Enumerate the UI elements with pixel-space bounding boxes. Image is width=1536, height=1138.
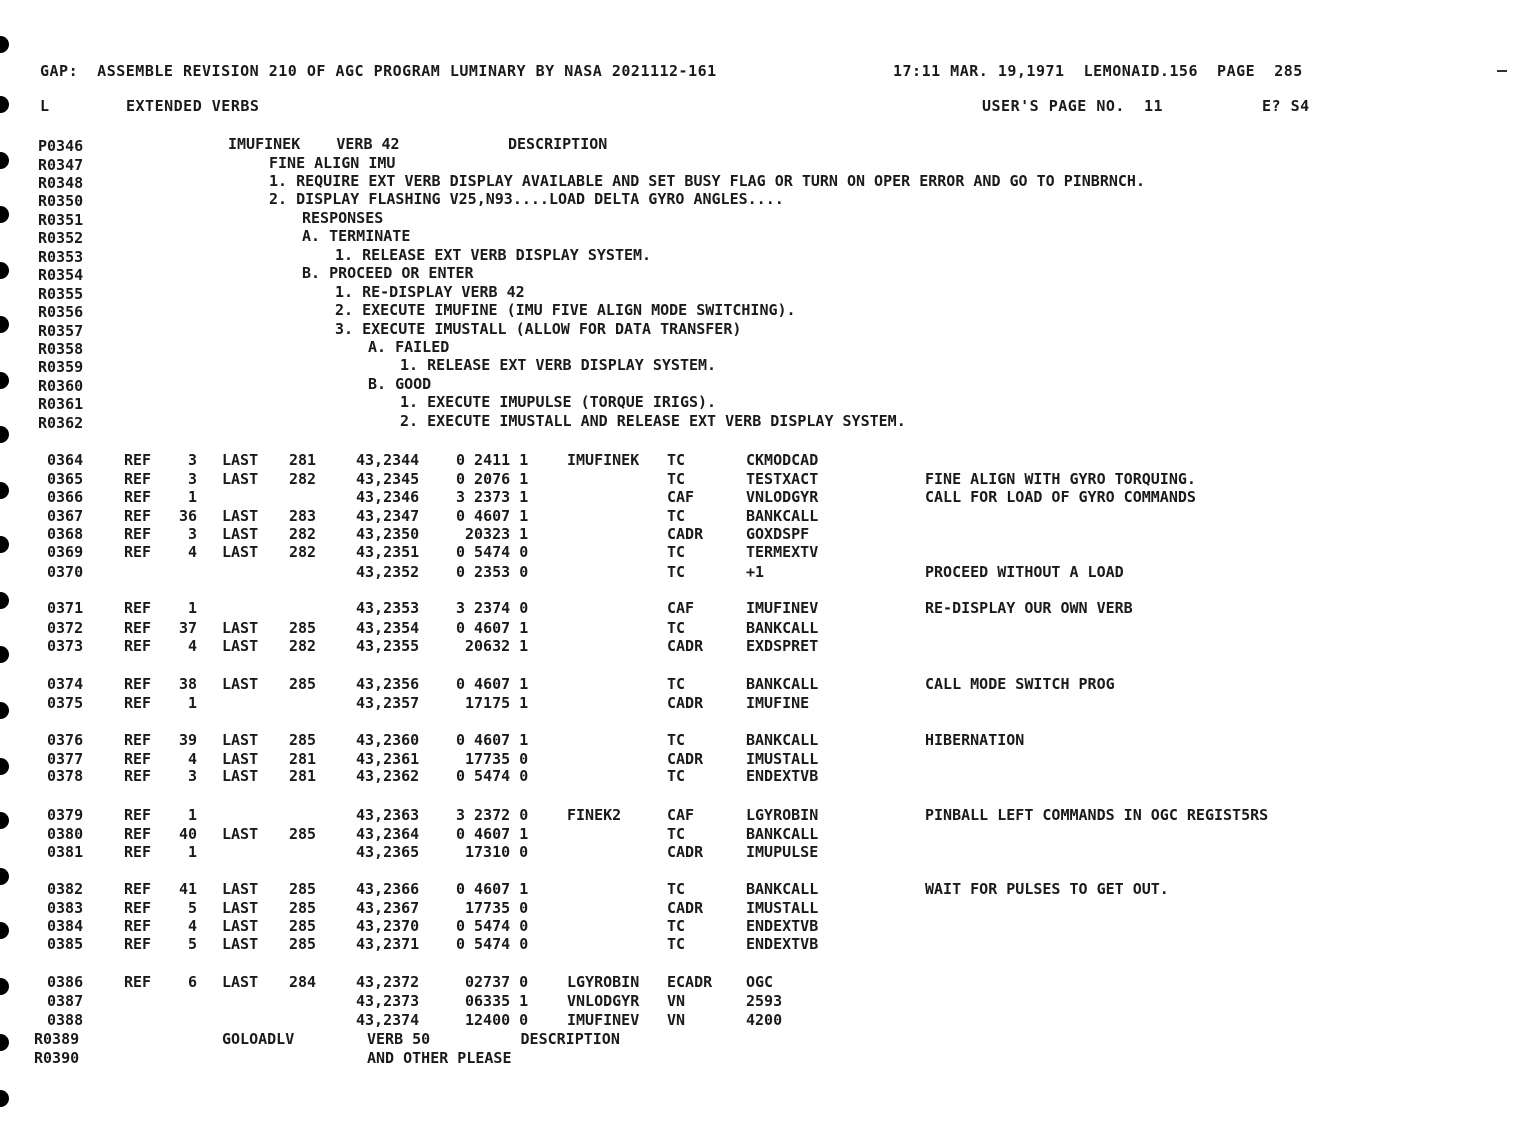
punch-hole [0,536,9,553]
remark-text: FINE ALIGN IMU [269,154,396,172]
code-operand: IMUSTALL [746,899,819,917]
code-last-page: 285 [289,917,317,935]
code-address: 43,2365 [356,843,420,861]
code-ref-keyword: REF [124,507,152,525]
code-line-number: 0365 [47,470,84,488]
remark-line-number: R0356 [38,303,84,321]
code-address: 43,2367 [356,899,420,917]
code-line-number: 0384 [47,917,84,935]
punch-hole [0,812,9,829]
code-opcode: VN [667,1011,686,1029]
code-ref-count: 1 [188,599,198,617]
code-octal-word: 0 5474 0 [456,917,529,935]
margin-mark [1497,70,1507,72]
code-octal-word: 0 4607 1 [456,880,529,898]
code-operand: EXDSPRET [746,637,819,655]
code-ref-keyword: REF [124,694,152,712]
code-line-number: 0364 [47,451,84,469]
code-line-number: 0382 [47,880,84,898]
code-last-keyword: LAST [222,507,259,525]
code-last-page: 285 [289,825,317,843]
code-operand: ENDEXTVB [746,935,819,953]
code-opcode: TC [667,880,686,898]
code-ref-count: 3 [188,525,198,543]
code-octal-word: 0 4607 1 [456,619,529,637]
remark-text: 1. EXECUTE IMUPULSE (TORQUE IRIGS). [400,393,717,411]
code-ref-count: 3 [188,451,198,469]
code-comment: WAIT FOR PULSES TO GET OUT. [925,880,1169,898]
code-opcode: CADR [667,637,704,655]
code-address: 43,2352 [356,563,420,581]
code-operand: IMUSTALL [746,750,819,768]
punch-hole [0,426,9,443]
code-ref-keyword: REF [124,806,152,824]
code-octal-word: 3 2373 1 [456,488,529,506]
code-ref-keyword: REF [124,619,152,637]
code-last-keyword: LAST [222,637,259,655]
punch-hole [0,702,9,719]
code-opcode: CADR [667,843,704,861]
code-address: 43,2363 [356,806,420,824]
code-ref-count: 38 [179,675,198,693]
code-ref-keyword: REF [124,973,152,991]
punch-hole [0,1090,9,1107]
remark-line-number: R0348 [38,174,84,192]
remark-text: B. PROCEED OR ENTER [302,264,474,282]
remark-text: 1. REQUIRE EXT VERB DISPLAY AVAILABLE AND SET BUSY FLAG OR TURN ON OPER ERROR AND GO TO PINBRNCH. [269,172,1145,190]
code-ref-count: 39 [179,731,198,749]
code-operand: IMUFINE [746,694,810,712]
code-address: 43,2362 [356,767,420,785]
code-comment: FINE ALIGN WITH GYRO TORQUING. [925,470,1196,488]
code-ref-keyword: REF [124,637,152,655]
code-opcode: TC [667,543,686,561]
code-last-keyword: LAST [222,750,259,768]
code-address: 43,2353 [356,599,420,617]
code-address: 43,2357 [356,694,420,712]
code-last-page: 281 [289,750,317,768]
code-octal-word: 20632 1 [465,637,529,655]
code-opcode: CAF [667,599,695,617]
code-line-number: 0375 [47,694,84,712]
remark-text: B. GOOD [368,375,432,393]
code-ref-keyword: REF [124,731,152,749]
code-ref-keyword: REF [124,488,152,506]
punch-hole [0,646,9,663]
code-ref-keyword: REF [124,825,152,843]
code-address: 43,2351 [356,543,420,561]
code-label: IMUFINEK [567,451,640,469]
code-ref-keyword: REF [124,451,152,469]
code-comment: HIBERNATION [925,731,1025,749]
code-octal-word: 3 2372 0 [456,806,529,824]
remark-line-number: R0352 [38,229,84,247]
code-line-number: 0366 [47,488,84,506]
code-last-page: 282 [289,637,317,655]
code-last-page: 282 [289,470,317,488]
code-address: 43,2356 [356,675,420,693]
code-octal-word: 12400 0 [465,1011,529,1029]
code-opcode: TC [667,825,686,843]
code-ref-keyword: REF [124,880,152,898]
remark-line-number: R0357 [38,322,84,340]
code-operand: IMUFINEV [746,599,819,617]
code-label: FINEK2 [567,806,622,824]
code-opcode: TC [667,470,686,488]
code-last-keyword: LAST [222,973,259,991]
code-opcode: TC [667,935,686,953]
remark-text: VERB 50 DESCRIPTION [367,1030,620,1048]
code-address: 43,2346 [356,488,420,506]
code-line-number: 0367 [47,507,84,525]
code-line-number: 0386 [47,973,84,991]
punch-hole [0,96,9,113]
punch-hole [0,372,9,389]
code-last-page: 281 [289,451,317,469]
punch-hole [0,36,9,53]
remark-text: A. TERMINATE [302,227,411,245]
punch-hole [0,978,9,995]
code-label: LGYROBIN [567,973,640,991]
remark-text: 3. EXECUTE IMUSTALL (ALLOW FOR DATA TRANSFER) [335,320,742,338]
code-last-page: 285 [289,675,317,693]
code-opcode: TC [667,507,686,525]
page-flag: E? S4 [1262,97,1310,115]
code-comment: CALL MODE SWITCH PROG [925,675,1115,693]
remark-text: IMUFINEK VERB 42 DESCRIPTION [228,135,608,153]
code-line-number: 0373 [47,637,84,655]
code-ref-keyword: REF [124,543,152,561]
section-title: EXTENDED VERBS [126,97,260,115]
code-ref-count: 4 [188,750,198,768]
remark-text: AND OTHER PLEASE [367,1049,512,1067]
users-page-number: USER'S PAGE NO. 11 [982,97,1164,115]
code-ref-count: 3 [188,767,198,785]
code-ref-keyword: REF [124,767,152,785]
code-address: 43,2374 [356,1011,420,1029]
code-ref-count: 4 [188,543,198,561]
code-operand: BANKCALL [746,825,819,843]
code-octal-word: 0 2353 0 [456,563,529,581]
code-octal-word: 0 5474 0 [456,767,529,785]
code-opcode: CADR [667,694,704,712]
punch-hole [0,922,9,939]
remark-line-number: P0346 [38,137,84,155]
code-octal-word: 17175 1 [465,694,529,712]
code-ref-count: 37 [179,619,198,637]
code-ref-count: 5 [188,899,198,917]
code-octal-word: 0 5474 0 [456,935,529,953]
code-last-keyword: LAST [222,917,259,935]
code-opcode: CAF [667,488,695,506]
remark-line-number: R0355 [38,285,84,303]
code-line-number: 0383 [47,899,84,917]
code-octal-word: 0 4607 1 [456,731,529,749]
code-operand: BANKCALL [746,507,819,525]
remark-text: A. FAILED [368,338,450,356]
remark-text: 2. EXECUTE IMUSTALL AND RELEASE EXT VERB DISPLAY SYSTEM. [400,412,906,430]
code-ref-count: 36 [179,507,198,525]
code-octal-word: 0 2411 1 [456,451,529,469]
code-operand: 2593 [746,992,783,1010]
code-octal-word: 17310 0 [465,843,529,861]
code-last-keyword: LAST [222,675,259,693]
code-ref-keyword: REF [124,675,152,693]
code-last-page: 281 [289,767,317,785]
code-operand: BANKCALL [746,880,819,898]
code-label: IMUFINEV [567,1011,640,1029]
code-ref-count: 1 [188,488,198,506]
punch-hole [0,262,9,279]
remark-text: 1. RELEASE EXT VERB DISPLAY SYSTEM. [400,356,717,374]
code-address: 43,2364 [356,825,420,843]
code-ref-count: 6 [188,973,198,991]
code-last-page: 283 [289,507,317,525]
punch-hole [0,868,9,885]
punch-hole [0,482,9,499]
remark-line-number: R0390 [34,1049,80,1067]
code-address: 43,2350 [356,525,420,543]
code-operand: BANKCALL [746,731,819,749]
code-last-page: 285 [289,935,317,953]
remark-line-number: R0362 [38,414,84,432]
punch-hole [0,758,9,775]
code-last-keyword: LAST [222,731,259,749]
code-opcode: TC [667,563,686,581]
code-opcode: VN [667,992,686,1010]
remark-text: 1. RE-DISPLAY VERB 42 [335,283,525,301]
code-last-keyword: LAST [222,825,259,843]
code-line-number: 0385 [47,935,84,953]
code-line-number: 0381 [47,843,84,861]
code-last-page: 285 [289,731,317,749]
code-address: 43,2360 [356,731,420,749]
code-ref-count: 4 [188,637,198,655]
remark-text: RESPONSES [302,209,384,227]
remark-line-number: R0351 [38,211,84,229]
code-opcode: TC [667,767,686,785]
code-address: 43,2366 [356,880,420,898]
code-ref-keyword: REF [124,917,152,935]
code-operand: IMUPULSE [746,843,819,861]
code-opcode: TC [667,731,686,749]
code-address: 43,2354 [356,619,420,637]
code-comment: PINBALL LEFT COMMANDS IN OGC REGIST5RS [925,806,1269,824]
code-last-keyword: LAST [222,451,259,469]
code-ref-count: 40 [179,825,198,843]
code-line-number: 0378 [47,767,84,785]
code-opcode: CADR [667,899,704,917]
remark-text: 2. EXECUTE IMUFINE (IMU FIVE ALIGN MODE SWITCHING). [335,301,796,319]
code-ref-count: 1 [188,694,198,712]
remark-line-number: R0354 [38,266,84,284]
code-operand: BANKCALL [746,619,819,637]
code-octal-word: 0 4607 1 [456,507,529,525]
code-opcode: TC [667,917,686,935]
code-line-number: 0372 [47,619,84,637]
code-last-page: 282 [289,525,317,543]
code-last-page: 285 [289,619,317,637]
code-operand: BANKCALL [746,675,819,693]
code-opcode: TC [667,675,686,693]
code-ref-keyword: REF [124,525,152,543]
remark-line-number: R0350 [38,192,84,210]
code-opcode: TC [667,451,686,469]
code-line-number: 0388 [47,1011,84,1029]
code-opcode: CAF [667,806,695,824]
code-ref-count: 3 [188,470,198,488]
code-line-number: 0368 [47,525,84,543]
code-address: 43,2370 [356,917,420,935]
punch-hole [0,592,9,609]
code-last-keyword: LAST [222,543,259,561]
code-ref-keyword: REF [124,599,152,617]
code-octal-word: 0 4607 1 [456,675,529,693]
code-line-number: 0370 [47,563,84,581]
code-operand: CKMODCAD [746,451,819,469]
remark-line-number: R0360 [38,377,84,395]
code-octal-word: 3 2374 0 [456,599,529,617]
code-operand: ENDEXTVB [746,767,819,785]
code-address: 43,2347 [356,507,420,525]
code-opcode: CADR [667,525,704,543]
code-operand: ENDEXTVB [746,917,819,935]
code-opcode: TC [667,619,686,637]
code-ref-count: 5 [188,935,198,953]
remark-line-number: R0347 [38,156,84,174]
code-ref-keyword: REF [124,470,152,488]
code-octal-word: 06335 1 [465,992,529,1010]
remark-label: GOLOADLV [222,1030,295,1048]
code-line-number: 0369 [47,543,84,561]
code-address: 43,2373 [356,992,420,1010]
code-operand: GOXDSPF [746,525,810,543]
punch-hole [0,206,9,223]
code-comment: RE-DISPLAY OUR OWN VERB [925,599,1133,617]
code-last-keyword: LAST [222,935,259,953]
code-address: 43,2372 [356,973,420,991]
punch-hole [0,152,9,169]
code-address: 43,2344 [356,451,420,469]
code-line-number: 0371 [47,599,84,617]
code-operand: OGC [746,973,774,991]
code-address: 43,2371 [356,935,420,953]
code-address: 43,2345 [356,470,420,488]
code-opcode: ECADR [667,973,713,991]
code-last-keyword: LAST [222,767,259,785]
code-operand: +1 [746,563,765,581]
remark-line-number: R0389 [34,1030,80,1048]
remark-line-number: R0359 [38,358,84,376]
code-ref-count: 1 [188,806,198,824]
code-operand: TERMEXTV [746,543,819,561]
section-mark: L [40,97,50,115]
code-line-number: 0380 [47,825,84,843]
remark-line-number: R0358 [38,340,84,358]
code-octal-word: 17735 0 [465,750,529,768]
code-last-page: 282 [289,543,317,561]
code-ref-count: 1 [188,843,198,861]
remark-text: 1. RELEASE EXT VERB DISPLAY SYSTEM. [335,246,652,264]
code-last-keyword: LAST [222,525,259,543]
code-line-number: 0377 [47,750,84,768]
code-address: 43,2361 [356,750,420,768]
code-ref-keyword: REF [124,843,152,861]
code-line-number: 0379 [47,806,84,824]
code-last-keyword: LAST [222,880,259,898]
code-ref-keyword: REF [124,750,152,768]
code-label: VNLODGYR [567,992,640,1010]
code-octal-word: 20323 1 [465,525,529,543]
header-timestamp-page: 17:11 MAR. 19,1971 LEMONAID.156 PAGE 285 [893,62,1303,80]
code-line-number: 0387 [47,992,84,1010]
code-last-page: 285 [289,880,317,898]
code-ref-count: 41 [179,880,198,898]
code-octal-word: 02737 0 [465,973,529,991]
code-last-keyword: LAST [222,619,259,637]
code-operand: VNLODGYR [746,488,819,506]
code-comment: PROCEED WITHOUT A LOAD [925,563,1124,581]
remark-line-number: R0361 [38,395,84,413]
code-opcode: CADR [667,750,704,768]
code-last-keyword: LAST [222,899,259,917]
code-octal-word: 0 4607 1 [456,825,529,843]
code-operand: LGYROBIN [746,806,819,824]
punch-hole [0,316,9,333]
code-ref-keyword: REF [124,899,152,917]
code-last-page: 284 [289,973,317,991]
code-ref-count: 4 [188,917,198,935]
code-line-number: 0374 [47,675,84,693]
remark-text: 2. DISPLAY FLASHING V25,N93....LOAD DELTA GYRO ANGLES.... [269,190,784,208]
code-line-number: 0376 [47,731,84,749]
code-operand: 4200 [746,1011,783,1029]
code-octal-word: 0 2076 1 [456,470,529,488]
code-last-page: 285 [289,899,317,917]
punch-hole [0,1034,9,1051]
code-address: 43,2355 [356,637,420,655]
code-ref-keyword: REF [124,935,152,953]
code-comment: CALL FOR LOAD OF GYRO COMMANDS [925,488,1196,506]
remark-line-number: R0353 [38,248,84,266]
code-octal-word: 0 5474 0 [456,543,529,561]
code-operand: TESTXACT [746,470,819,488]
code-octal-word: 17735 0 [465,899,529,917]
code-last-keyword: LAST [222,470,259,488]
header-title: GAP: ASSEMBLE REVISION 210 OF AGC PROGRAM LUMINARY BY NASA 2021112-161 [40,62,717,80]
